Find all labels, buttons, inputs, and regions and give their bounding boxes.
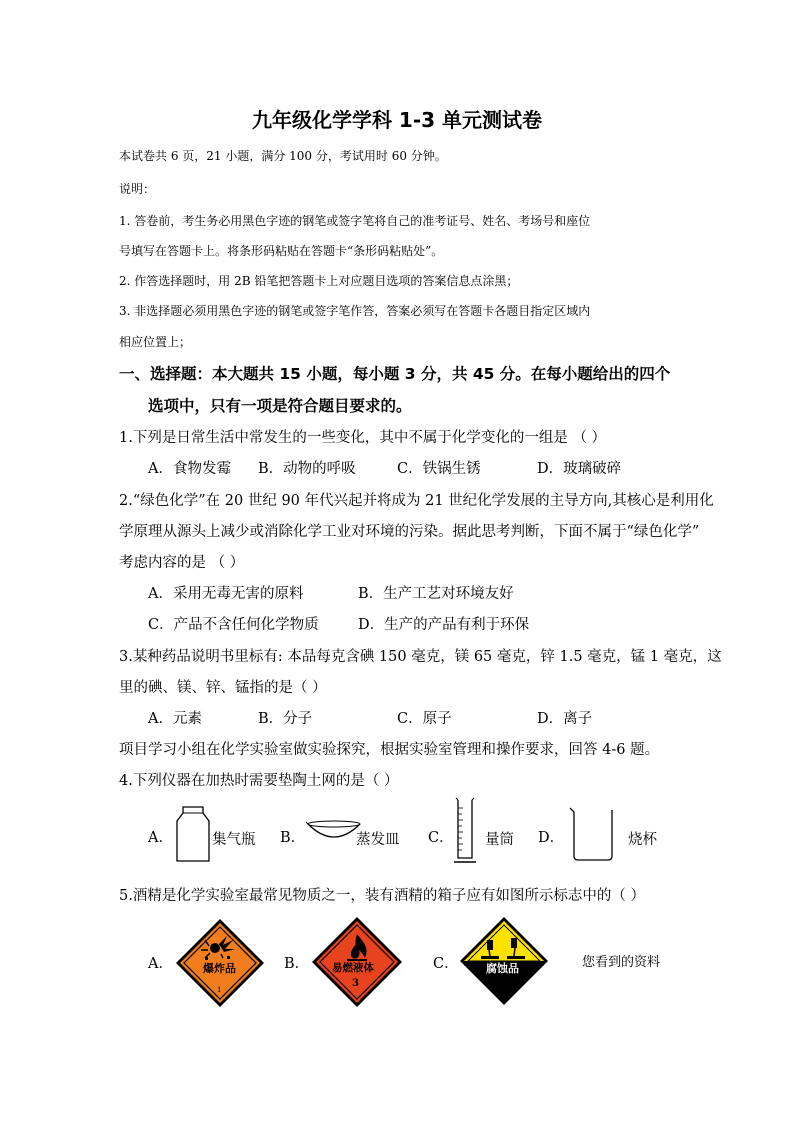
question-5-stem: 5.酒精是化学实验室最常见物质之一，装有酒精的箱子应有如图所示标志中的（ ） (119, 888, 645, 904)
note-1-line-2: 号填写在答题卡上。将条形码粘贴在答题卡“条形码粘贴处”。 (119, 244, 444, 258)
explosive-sign-class: 1 (217, 986, 222, 994)
question-3-line-2: 里的碘、镁、锌、锰指的是（ ） (119, 680, 327, 696)
question-4-option-d-name: 烧杯 (628, 832, 657, 848)
question-2-option-b: B．生产工艺对环境友好 (358, 586, 514, 602)
question-5-option-b-letter: B． (284, 956, 310, 972)
question-4-option-c-letter: C． (428, 830, 454, 846)
page-title: 九年级化学学科 1-3 单元测试卷 (251, 108, 543, 132)
question-1-option-a: A．食物发霉 (148, 461, 231, 477)
flammable-sign-class: 3 (352, 978, 359, 989)
question-3-option-c: C．原子 (397, 711, 452, 727)
section-1-heading-line-2: 选项中，只有一项是符合题目要求的。 (148, 397, 412, 415)
question-3-option-b: B．分子 (258, 711, 313, 727)
question-4-option-a-name: 集气瓶 (212, 832, 256, 848)
graduated-cylinder-icon (452, 798, 480, 866)
question-2-line-2: 学原理从源头上减少或消除化学工业对环境的污染。据此思考判断，下面不属于“绿色化学” (119, 524, 700, 540)
explosive-sign-label: 爆炸品 (203, 962, 236, 975)
question-2-option-c: C．产品不含任何化学物质 (148, 617, 319, 633)
question-3-option-d: D．离子 (537, 711, 593, 727)
question-4-option-b-name: 蒸发皿 (356, 832, 400, 848)
note-2: 2. 作答选择题时，用 2B 铅笔把答题卡上对应题目选项的答案信息点涂黑； (119, 274, 519, 288)
notes-heading: 说明： (119, 182, 156, 196)
question-4-option-c-name: 量筒 (485, 832, 514, 848)
evaporating-dish-icon (306, 820, 362, 846)
gas-jar-icon (173, 805, 213, 863)
question-1-option-d: D．玻璃破碎 (537, 461, 622, 477)
note-1-line-1: 1. 答卷前，考生务必用黑色字迹的钢笔或签字笔将自己的准考证号、姓名、考场号和座位 (119, 214, 591, 228)
question-2-line-1: 2.“绿色化学”在 20 世纪 90 年代兴起并将成为 21 世纪化学发展的主导方向,其核心是利用化 (119, 493, 714, 509)
question-3-line-1: 3.某种药品说明书里标有: 本品每克含碘 150 毫克，镁 65 毫克，锌 1.5 毫克，锰 1 毫克，这 (119, 649, 722, 665)
flammable-sign-label: 易燃液体 (332, 962, 374, 974)
question-1-option-b: B．动物的呼吸 (258, 461, 356, 477)
corrosive-sign-label: 腐蚀品 (486, 962, 519, 975)
intro-text: 本试卷共 6 页，21 小题，满分 100 分，考试用时 60 分钟。 (119, 149, 447, 163)
question-4-option-d-letter: D． (538, 830, 565, 846)
beaker-icon (568, 806, 618, 862)
question-5-option-c-letter: C． (433, 956, 459, 972)
note-3-line-2: 相应位置上； (119, 335, 192, 349)
question-5-trailing-text: 您看到的资料 (582, 955, 661, 970)
section-1-heading-line-1: 一、选择题：本大题共 15 小题，每小题 3 分，共 45 分。在每小题给出的四个 (119, 365, 671, 383)
question-4-option-b-letter: B． (280, 830, 306, 846)
question-1-stem: 1.下列是日常生活中常发生的一些变化，其中不属于化学变化的一组是 （ ） (119, 430, 607, 446)
question-4-option-a-letter: A． (148, 830, 173, 846)
question-1-option-c: C．铁锅生锈 (397, 461, 481, 477)
question-5-option-a-letter: A． (148, 956, 173, 972)
note-3-line-1: 3. 非选择题必须用黑色字迹的钢笔或签字笔作答，答案必须写在答题卡各题目指定区域内 (119, 304, 591, 318)
question-2-option-a: A．采用无毒无害的原料 (148, 586, 304, 602)
question-2-option-d: D．生产的产品有利于环保 (358, 617, 530, 633)
project-intro: 项目学习小组在化学实验室做实验探究，根据实验室管理和操作要求，回答 4-6 题。 (119, 742, 660, 758)
question-3-option-a: A．元素 (148, 711, 202, 727)
question-2-line-3: 考虑内容的是 （ ） (119, 555, 245, 571)
question-4-stem: 4.下列仪器在加热时需要垫陶土网的是（ ） (119, 773, 399, 789)
